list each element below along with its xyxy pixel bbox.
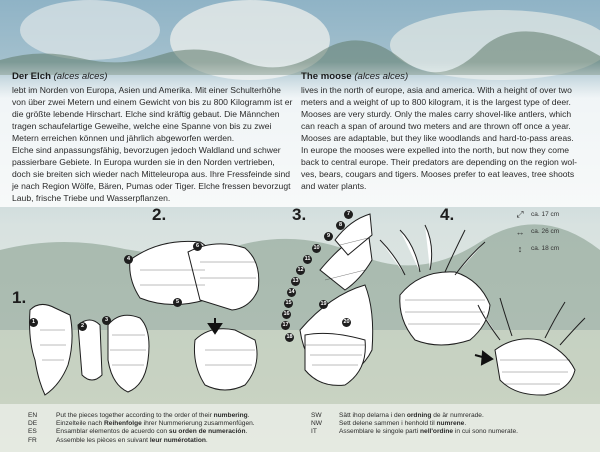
step-4-label: 4. [440,205,455,224]
english-line: meters and a weight of up to 800 kilogram, it is the largest type of deer. [301,96,571,107]
english-title: The moose (alces alces) [301,71,409,82]
number-badge: 18 [286,334,293,340]
number-badge: 20 [343,319,350,325]
german-line: von über zwei Metern und einem Gewicht von bis zu 800 Kilogramm ist er [12,96,293,107]
german-description [12,71,300,204]
number-badge: 7 [344,210,353,219]
number-badge: 8 [336,221,345,230]
number-badge: 6 [193,242,202,251]
number-badge: 11 [304,256,311,262]
instructions-right [311,412,518,437]
number-badge: 4 [124,255,133,264]
english-description [301,71,591,192]
right-antler [478,298,585,345]
step-1-label: 1. [12,288,27,307]
instruction-sw: SW Sätt ihop delarna i den ordning de är numrerade. [311,412,484,419]
english-line: Mooses are adaptable, but they like woodlands and hard-to-pass areas. [301,132,574,143]
dimension-value: ca. 26 cm [531,228,560,235]
number-badge: 10 [313,245,320,251]
number-badge: 2 [78,322,87,331]
number-badge: 15 [285,300,292,306]
instruction-nw: NW Sett delene sammen i henhold til numrene. [311,420,467,428]
number-badge: 5 [173,298,182,307]
german-line: doch sie breiten sich wieder nach Mitteleuropa aus. Ihre Fressfeinde sind [12,169,291,180]
horizontal-arrow-icon: ↔ [515,226,525,237]
english-line: In europe the mooses were expelled into the north, but now they come [301,144,570,155]
english-line: ves, bears, cougars and tigers. Mooses prefer to eat leaves, tree shoots [301,169,575,180]
number-badge: 9 [324,232,333,241]
left-antler [380,225,485,275]
step-3-label: 3. [292,205,307,224]
english-line: and water plants. [301,181,367,192]
number-badge: 12 [297,267,304,273]
number-badge: 3 [102,316,111,325]
german-line: die größte lebende Hirschart. Elche sind kräftig gebaut. Die Männchen [12,108,280,119]
step-2-label: 2. [152,205,167,224]
number-badge: 13 [292,278,299,284]
number-badge: 14 [288,289,295,295]
vertical-arrow-icon: ↕ [517,243,523,254]
dimension-value: ca. 18 cm [531,245,560,252]
german-line: Laub, frische Triebe und Wasserpflanzen. [12,193,171,204]
german-line: lebt im Norden von Europa, Asien und Amerika. Mit einer Schulterhöhe [12,84,281,95]
piece-6 [194,329,257,390]
number-badge: 17 [282,322,289,328]
german-line: passierbare Gebiete. In Europa wurden sie in den Norden vertrieben, [12,157,275,168]
piece-3 [108,315,149,392]
number-badge: 19 [320,301,327,307]
dimensions-legend [513,206,559,257]
english-line: Mooses are very sturdy. Only the males carry shovel-like antlers, which [301,108,572,119]
german-line: tragen schaufelartige Geweihe, welche eine Spanne von bis zu zwei [12,120,272,131]
dimension-value: ca. 17 cm [531,211,560,218]
moose-head-assembled [400,272,490,345]
german-line: Elche sind anpassungsfähig, bevorzugen jedoch Waldland und schwer [12,144,281,155]
instruction-es: ES Ensamblar elementos de acuerdo con su orden de numeración. [28,428,248,436]
german-line: je nach Region Wölfe, Bären, Pumas oder Tiger. Elche fressen bevorzugt [12,181,291,192]
english-line: can reach a span of around two meters and are thrown off once a year. [301,120,571,131]
moose-head-final [495,339,575,395]
number-badge: 16 [283,311,290,317]
instruction-it: IT Assemblare le singole parti nell'ordine in cui sono numerate. [311,428,518,436]
assembly-diagram [0,200,600,410]
german-line: Metern erreichen können und jährlich abgeworfen werden. [12,132,235,143]
number-badge: 1 [29,318,38,327]
german-title: Der Elch (alces alces) [12,71,108,82]
instruction-fr: FR Assemble les pièces en suivant leur numérotation. [28,436,208,444]
diagonal-arrow-icon: ⤢ [516,209,524,219]
instructions-left [28,412,255,445]
instruction-de: DE Einzelteile nach Reihenfolge ihrer Nummerierung zusammenfügen. [28,420,255,428]
english-line: lives in the north of europe, asia and america. With a height of over two [301,84,572,95]
instruction-en: EN Put the pieces together according to the order of their numbering. [28,412,250,419]
english-line: back to central europe. Their predators are depending on the region wol- [301,157,577,168]
